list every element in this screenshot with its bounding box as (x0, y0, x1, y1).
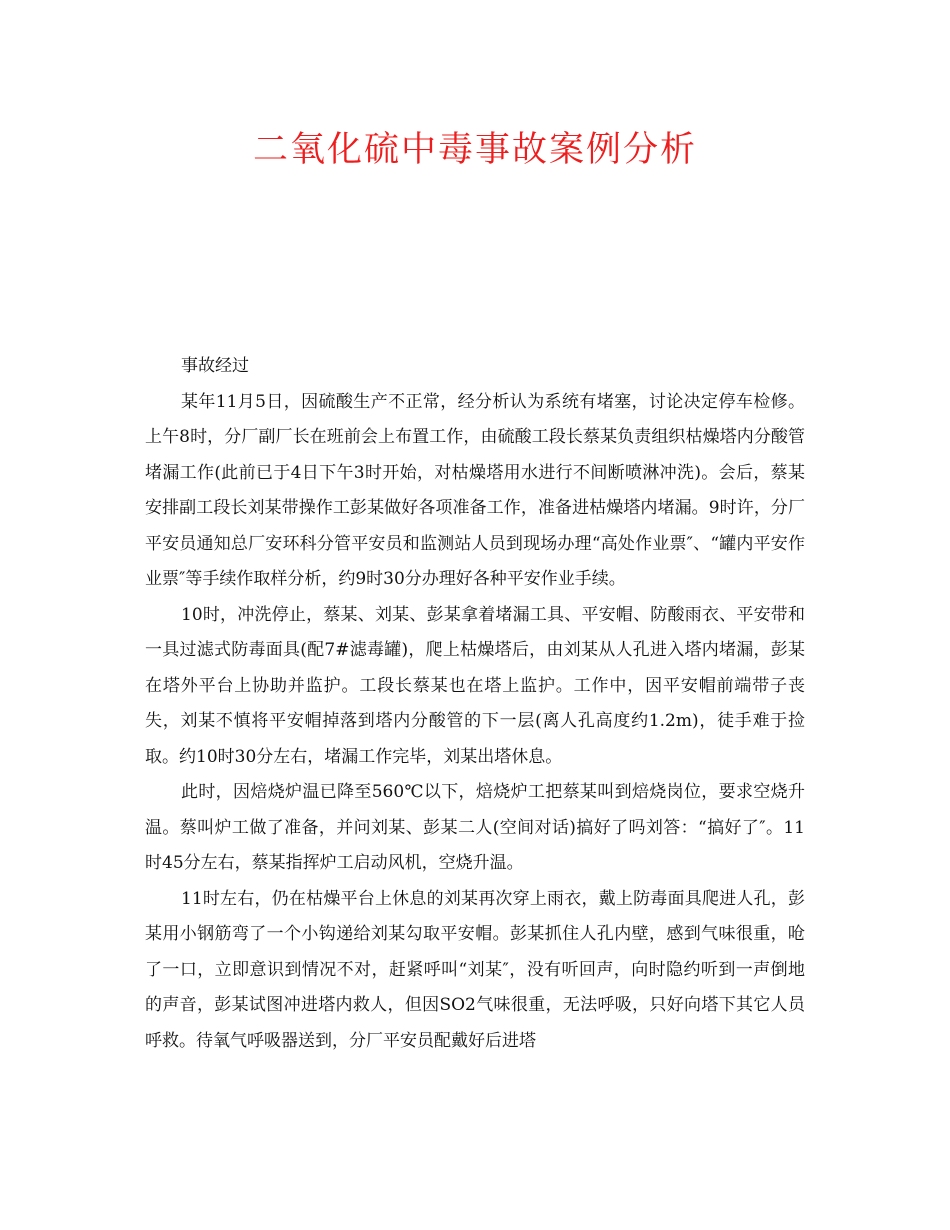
paragraph: 某年11月5日，因硫酸生产不正常，经分析认为系统有堵塞，讨论决定停车检修。上午8时，分厂副厂长在班前会上布置工作，由硫酸工段长蔡某负责组织枯燥塔内分酸管堵漏工作(此前已于4日下午3时开始，对枯燥塔用水进行不间断喷淋冲洗)。会后，蔡某安排副工段长刘某带操作工彭某做好各项准备工作，准备进枯燥塔内堵漏。9时许，分厂平安员通知总厂安环科分管平安员和监测站人员到现场办理“高处作业票″、“罐内平安作业票″等手续作取样分析，约9时30分办理好各种平安作业手续。 (145, 391, 805, 589)
paragraph: 11时左右，仍在枯燥平台上休息的刘某再次穿上雨衣，戴上防毒面具爬进人孔，彭某用小钢筋弯了一个小钩递给刘某勾取平安帽。彭某抓住人孔内壁，感到气味很重，呛了一口，立即意识到情况不对，赶紧呼叫“刘某″，没有听回声，向时隐约听到一声倒地的声音，彭某试图冲进塔内救人，但因SO2气味很重，无法呼吸，只好向塔下其它人员呼救。待氧气呼吸器送到，分厂平安员配戴好后进塔 (145, 888, 805, 1051)
paragraph: 此时，因焙烧炉温已降至560℃以下，焙烧炉工把蔡某叫到焙烧岗位，要求空烧升温。蔡叫炉工做了准备，并问刘某、彭某二人(空间对话)搞好了吗刘答：“搞好了″。11时45分左右，蔡某指挥炉工启动风机，空烧升温。 (145, 782, 805, 873)
document-title: 二氧化硫中毒事故案例分析 (252, 130, 697, 170)
document-body (145, 349, 805, 1059)
paragraph: 10时，冲洗停止，蔡某、刘某、彭某拿着堵漏工具、平安帽、防酸雨衣、平安带和一具过滤式防毒面具(配7#滤毒罐)，爬上枯燥塔后，由刘某从人孔进入塔内堵漏，彭某在塔外平台上协助并监护。工段长蔡某也在塔上监护。工作中，因平安帽前端带子丧失，刘某不慎将平安帽掉落到塔内分酸管的下一层(离人孔高度约1.2m)，徒手难于捡取。约10时30分左右，堵漏工作完毕，刘某出塔休息。 (145, 604, 805, 767)
section-heading: 事故经过 (181, 356, 249, 376)
